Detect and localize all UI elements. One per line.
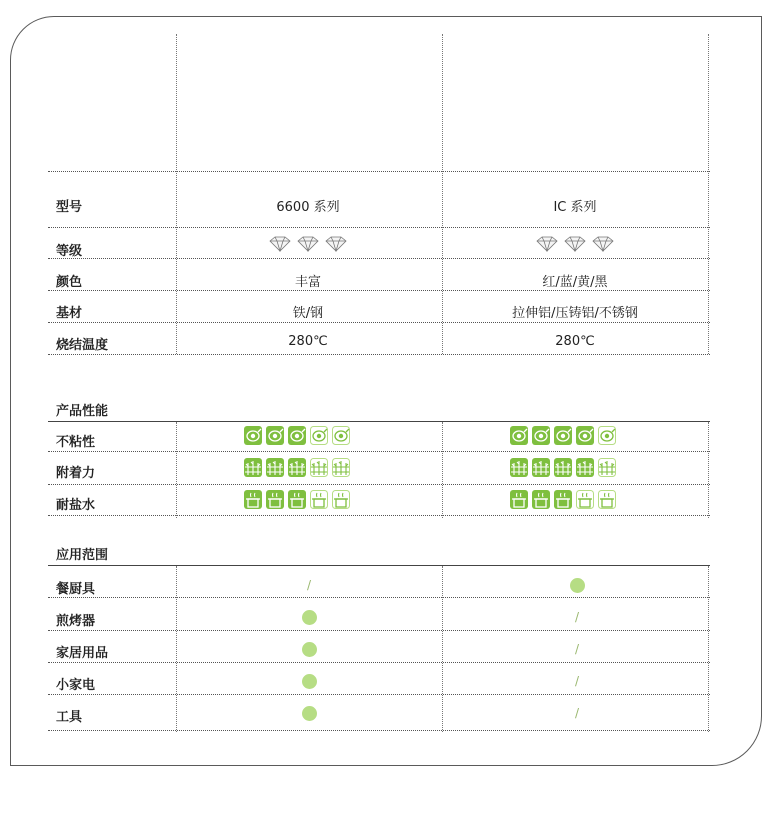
- spec-card: [10, 16, 762, 766]
- wheat-grid-icon: [554, 458, 572, 481]
- row-divider: [48, 630, 710, 631]
- row-divider: [48, 694, 710, 695]
- spec-value: 280℃: [555, 334, 595, 349]
- egg-pan-icon: [244, 426, 262, 449]
- diamond-icon: [270, 237, 290, 251]
- row-divider: [48, 322, 710, 323]
- steaming-pot-icon: [554, 490, 572, 513]
- column-divider: [442, 566, 443, 732]
- application-label: 家居用品: [56, 646, 109, 661]
- column-divider: [708, 422, 709, 518]
- nonstick-rating-col1: [244, 426, 350, 449]
- col2-title: IC 系列: [553, 200, 597, 215]
- not-applicable-mark: /: [307, 578, 312, 592]
- applicable-dot: [570, 578, 585, 593]
- applicable-dot: [302, 706, 317, 721]
- column-divider: [442, 422, 443, 518]
- row-divider: [48, 171, 710, 172]
- egg-pan-icon: [510, 426, 528, 449]
- saltwater-rating-col2: [510, 490, 616, 513]
- egg-pan-icon: [576, 426, 594, 449]
- spec-value: 280℃: [288, 334, 328, 349]
- egg-pan-icon: [554, 426, 572, 449]
- grade-col2: [442, 236, 708, 256]
- wheat-grid-icon: [310, 458, 328, 481]
- spec-label: 烧结温度: [56, 338, 109, 353]
- steaming-pot-icon: [266, 490, 284, 513]
- applicable-dot: [302, 674, 317, 689]
- diamond-icon: [326, 237, 346, 251]
- nonstick-rating-col2: [510, 426, 616, 449]
- row-divider: [48, 451, 710, 452]
- row-divider: [48, 227, 710, 228]
- column-divider: [708, 566, 709, 732]
- row-divider: [48, 354, 710, 355]
- row-divider: [48, 597, 710, 598]
- wheat-grid-icon: [510, 458, 528, 481]
- application-label: 工具: [56, 710, 83, 725]
- application-label: 小家电: [56, 678, 96, 693]
- performance-label: 不粘性: [56, 435, 96, 450]
- not-applicable-mark: /: [575, 706, 580, 720]
- adhesion-rating-col1: [244, 458, 350, 481]
- steaming-pot-icon: [598, 490, 616, 513]
- section-divider: [48, 421, 710, 422]
- steaming-pot-icon: [532, 490, 550, 513]
- not-applicable-mark: /: [575, 642, 580, 656]
- row-divider: [48, 515, 710, 516]
- column-divider: [176, 566, 177, 732]
- row-divider: [48, 730, 710, 731]
- diamond-icon: [298, 237, 318, 251]
- saltwater-rating-col1: [244, 490, 350, 513]
- wheat-grid-icon: [598, 458, 616, 481]
- col1-title: 6600 系列: [276, 200, 340, 215]
- application-label: 餐厨具: [56, 582, 96, 597]
- row-divider: [48, 484, 710, 485]
- diamond-rating: [534, 236, 616, 252]
- diamond-icon: [537, 237, 557, 251]
- wheat-grid-icon: [266, 458, 284, 481]
- application-label: 煎烤器: [56, 614, 96, 629]
- steaming-pot-icon: [332, 490, 350, 513]
- spec-value: 拉伸铝/压铸铝/不锈钢: [512, 306, 638, 321]
- column-divider: [176, 422, 177, 518]
- diamond-rating: [267, 236, 349, 252]
- diamond-icon: [593, 237, 613, 251]
- spec-value: 丰富: [294, 275, 321, 290]
- applications-title: 应用范围: [56, 548, 109, 563]
- egg-pan-icon: [288, 426, 306, 449]
- wheat-grid-icon: [332, 458, 350, 481]
- spec-value: 铁/钢: [292, 306, 324, 321]
- section-divider: [48, 565, 710, 566]
- row-divider: [48, 290, 710, 291]
- spec-label: 颜色: [56, 275, 83, 290]
- row-divider: [48, 662, 710, 663]
- steaming-pot-icon: [576, 490, 594, 513]
- wheat-grid-icon: [532, 458, 550, 481]
- column-divider: [708, 34, 709, 354]
- steaming-pot-icon: [288, 490, 306, 513]
- not-applicable-mark: /: [575, 674, 580, 688]
- egg-pan-icon: [310, 426, 328, 449]
- spec-label: 等级: [56, 244, 83, 259]
- wheat-grid-icon: [576, 458, 594, 481]
- egg-pan-icon: [532, 426, 550, 449]
- egg-pan-icon: [598, 426, 616, 449]
- spec-value: 红/蓝/黄/黑: [542, 275, 608, 290]
- steaming-pot-icon: [244, 490, 262, 513]
- row-divider: [48, 258, 710, 259]
- egg-pan-icon: [332, 426, 350, 449]
- performance-label: 附着力: [56, 466, 96, 481]
- steaming-pot-icon: [310, 490, 328, 513]
- model-label: 型号: [56, 200, 83, 215]
- performance-title: 产品性能: [56, 404, 109, 419]
- wheat-grid-icon: [244, 458, 262, 481]
- wheat-grid-icon: [288, 458, 306, 481]
- adhesion-rating-col2: [510, 458, 616, 481]
- spec-label: 基材: [56, 306, 83, 321]
- applicable-dot: [302, 642, 317, 657]
- performance-label: 耐盐水: [56, 498, 96, 513]
- not-applicable-mark: /: [575, 610, 580, 624]
- grade-col1: [176, 236, 440, 256]
- applicable-dot: [302, 610, 317, 625]
- egg-pan-icon: [266, 426, 284, 449]
- steaming-pot-icon: [510, 490, 528, 513]
- diamond-icon: [565, 237, 585, 251]
